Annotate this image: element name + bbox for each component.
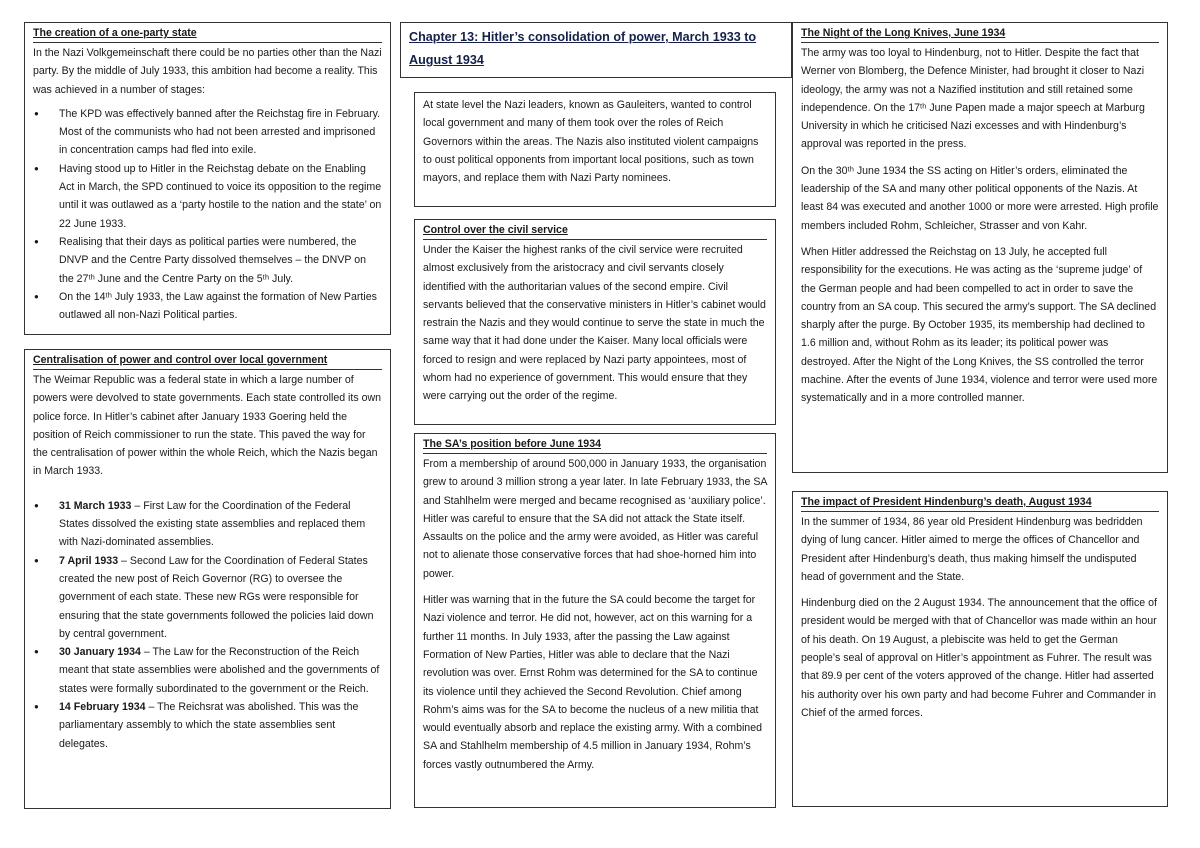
item-text: – Second Law for the Coordination of Federal States created the new post of Reich Governor (RG) to oversee the government of each state. These new RGs were responsible for ensuring that the state governments followed the policies laid down by central government. <box>59 554 374 640</box>
long-knives-box <box>792 22 1168 473</box>
civil-service-box <box>414 219 776 425</box>
sa-position-heading: The SA’s position before June 1934 <box>423 437 767 454</box>
long-knives-heading: The Night of the Long Knives, June 1934 <box>801 26 1159 43</box>
item-date: 31 March 1933 <box>59 499 132 512</box>
one-party-state-box <box>24 22 391 335</box>
list-item: ● Having stood up to Hitler in the Reichstag debate on the Enabling Act in March, the SPD continued to voice its opposition to the regime until it was outlawed as a ‘party hostile to the nation and the state’ on 22 June 1933. <box>33 160 382 233</box>
item-text: – First Law for the Coordination of the Federal States dissolved the existing state assemblies and replaced them with Nazi-dominated assemblies. <box>59 499 366 549</box>
list-item <box>33 497 382 552</box>
item-date: 14 February 1934 <box>59 701 146 714</box>
item-date: 7 April 1933 <box>59 554 119 567</box>
sa-position-para2: Hitler was warning that in the future the SA could become the target for Nazi violence and terror. He did not, however, act on this warning for a further 11 months. In July 1933, after the passing the Law against Formation of New Parties, Hitler was able to declare that the Nazi revolution was over. Ernst Rohm was determined for the SA to continue its violence until they achieved the Second Revolution. Chief among Rohm’s aims was for the SA to become the nucleus of a new militia that would eventually absorb and replace the existing army. With a combined SA and Stahlhelm membership of 4.5 million in January 1934, Rohm’s forces vastly outnumbered the Army. <box>423 594 762 771</box>
long-knives-para1: The army was too loyal to Hindenburg, not to Hitler. Despite the fact that Werner von Blomberg, the Defence Minister, had brought it closer to Nazi ideology, the army was not a Nazified institution and still retained some independence. On the 17ᵗʰ June Papen made a major speech at Marburg University in which he criticised Nazi excesses and with Hindenburg’s approval was reported in the press. <box>801 47 1145 151</box>
list-item: ● On the 14ᵗʰ July 1933, the Law against the formation of New Parties outlawed all non-Nazi Political parties. <box>33 288 382 325</box>
civil-service-heading: Control over the civil service <box>423 223 767 240</box>
item-text: – The Reichsrat was abolished. This was the parliamentary assembly to which the state assemblies sent delegates. <box>59 701 359 750</box>
one-party-intro: In the Nazi Volkgemeinschaft there could be no parties other than the Nazi party. By the middle of July 1933, this ambition had become a reality. This was achieved in a number of stages: <box>33 47 382 96</box>
list-item: ● Realising that their days as political parties were numbered, the DNVP and the Centre Party dissolved themselves – the DNVP on the 27ᵗʰ June and the Centre Party on the 5ᵗʰ July. <box>33 233 382 288</box>
list-item: ● The KPD was effectively banned after the Reichstag fire in February. Most of the communists who had not been arrested and imprisoned in concentration camps had fled into exile. <box>33 105 382 160</box>
civil-service-text: Under the Kaiser the highest ranks of the civil service were recruited almost exclusively from the aristocracy and civil servants closely identified with the authoritarian values of the second empire. Civil servants believed that the conservative ministers in Hitler’s cabinet would restrain the Nazis and they would continue to serve the state in much the same way that it had done under the Kaiser. Many local officials were forced to resign and were replaced by Nazi party appointees, most of whom had no experience of government. This would ensure that they were carrying out the order of the regime. <box>423 244 766 403</box>
one-party-list <box>33 105 382 325</box>
item-text: – The Law for the Reconstruction of the Reich meant that state assemblies were abolished and the governments of states were formally subordinated to the government or the Reich. <box>59 646 380 695</box>
sa-position-para1: From a membership of around 500,000 in January 1933, the organisation grew to around 3 million strong a year later. In late February 1933, the SA and Stahlhelm were merged and became recognised as ‘auxiliary police’. Hitler was careful to ensure that the SA did not attack the State itself. Assaults on the police and the army were avoided, as Hitler was careful not to alienate those conservative forces that had shoe-horned him into power. <box>423 458 767 580</box>
chapter-title-box <box>400 22 792 78</box>
centralisation-box <box>24 349 391 809</box>
centralisation-list <box>33 497 382 753</box>
hindenburg-para2: Hindenburg died on the 2 August 1934. The announcement that the office of president would be merged with that of Chancellor was made within an hour of his death. On 19 August, a plebiscite was held to get the German people’s seal of approval on Hitler’s appointment as Fuhrer. The result was that 89.9 per cent of the voters approved of the change. Hitler had asserted his authority over his own party and had become Fuhrer and Commander in Chief of the armed forces. <box>801 597 1157 719</box>
item-date: 30 January 1934 <box>59 646 141 659</box>
gauleiters-box <box>414 92 776 207</box>
sa-position-box <box>414 433 776 808</box>
one-party-heading: The creation of a one-party state <box>33 26 382 43</box>
centralisation-heading: Centralisation of power and control over local government <box>33 353 382 370</box>
chapter-title: Chapter 13: Hitler’s consolidation of power, March 1933 to August 1934 <box>409 30 757 67</box>
gauleiters-text: At state level the Nazi leaders, known as Gauleiters, wanted to control local government and many of them took over the roles of Reich Governors within the areas. The Nazis also instituted violent campaigns to oust political opponents from important local positions, such as town mayors, and replace them with Nazi Party nominees. <box>423 99 759 185</box>
hindenburg-para1: In the summer of 1934, 86 year old President Hindenburg was bedridden dying of lung cancer. Hitler aimed to merge the offices of Chancellor and President after Hindenburg’s death, thus making himself the undisputed head of government and the State. <box>801 516 1143 583</box>
long-knives-para2: On the 30ᵗʰ June 1934 the SS acting on Hitler’s orders, eliminated the leadership of the SA and many other political opponents of the Nazis. At least 84 was executed and another 1000 or more were arrested. High profile members included Rohm, Schleicher, Strasser and von Kahr. <box>801 164 1159 232</box>
list-item <box>33 552 382 643</box>
list-item <box>33 698 382 753</box>
hindenburg-box <box>792 491 1168 807</box>
hindenburg-heading: The impact of President Hindenburg’s death, August 1934 <box>801 495 1159 512</box>
long-knives-para3: When Hitler addressed the Reichstag on 13 July, he accepted full responsibility for the executions. He was acting as the ‘supreme judge’ of the German people and had been compelled to act in order to save the country from an SA coup. This secured the army’s support. The SA declined sharply after the purge. By October 1935, its membership had declined to 1.6 million and, without Rohm as its leader; its political power was destroyed. After the Night of the Long Knives, the SS controlled the terror machine. After the events of June 1934, violence and terror were used more systematically and in a more controlled manner. <box>801 245 1158 405</box>
centralisation-intro: The Weimar Republic was a federal state in which a large number of powers were devolved to state governments. Each state controlled its own police force. In Hitler’s cabinet after January 1933 Goering held the position of Reich commissioner to run the state. This paved the way for the centralisation of power within the whole Reich, which the Nazis began in March 1933. <box>33 374 382 478</box>
list-item <box>33 643 382 698</box>
